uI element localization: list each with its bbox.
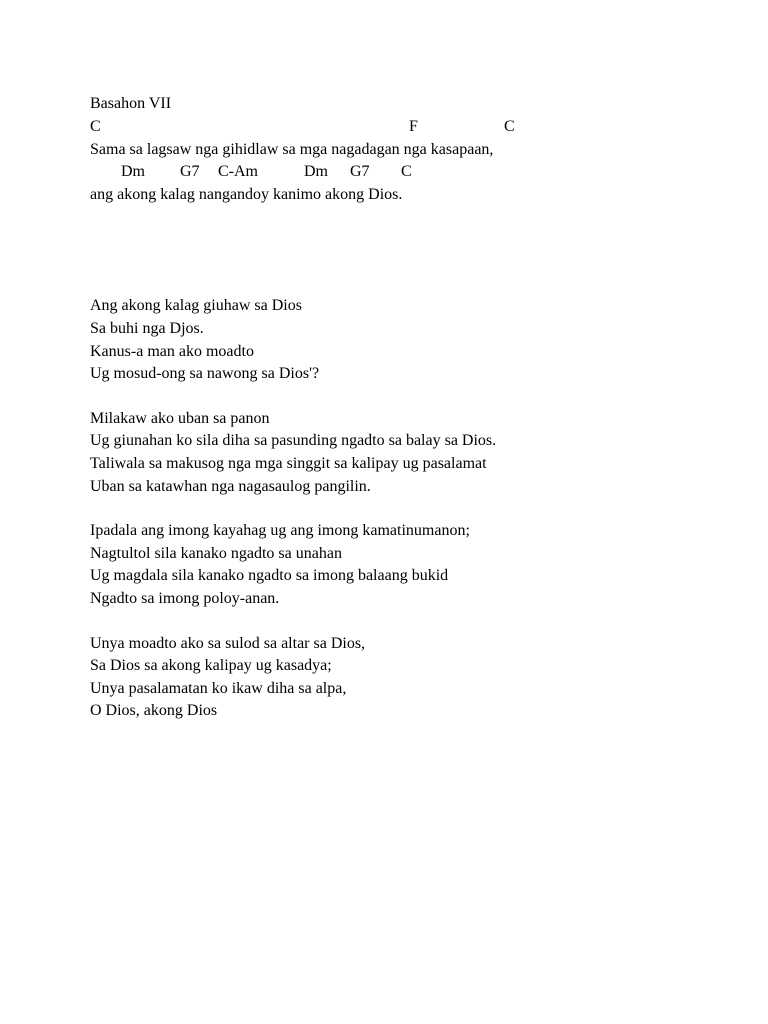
stanza-line: Uban sa katawhan nga nagasaulog pangilin.	[90, 478, 371, 495]
chord: C	[401, 163, 412, 180]
stanza-line: Ngadto sa imong poloy-anan.	[90, 590, 280, 607]
chord: G7	[350, 163, 370, 180]
stanza-line: Ang akong kalag giuhaw sa Dios	[90, 297, 302, 314]
stanza-line: Ipadala ang imong kayahag ug ang imong kamatinumanon;	[90, 522, 470, 539]
lyric-line-2: ang akong kalag nangandoy kanimo akong Dios.	[90, 186, 403, 203]
stanza-line: Unya pasalamatan ko ikaw diha sa alpa,	[90, 680, 347, 697]
stanza-line: Taliwala sa makusog nga mga singgit sa kalipay ug pasalamat	[90, 455, 487, 472]
stanza-line: Ug mosud-ong sa nawong sa Dios'?	[90, 365, 320, 382]
stanza-line: Sa Dios sa akong kalipay ug kasadya;	[90, 657, 332, 674]
chord: C	[504, 118, 515, 135]
chord: F	[409, 118, 418, 135]
stanza-line: Ug giunahan ko sila diha sa pasunding ngadto sa balay sa Dios.	[90, 432, 497, 449]
stanza-line: Sa buhi nga Djos.	[90, 320, 204, 337]
stanza-line: Nagtultol sila kanako ngadto sa unahan	[90, 545, 342, 562]
chord: Dm	[121, 163, 145, 180]
chord: G7	[180, 163, 200, 180]
lyric-line-1: Sama sa lagsaw nga gihidlaw sa mga nagadagan nga kasapaan,	[90, 141, 494, 158]
chord: Dm	[304, 163, 328, 180]
stanza-line: O Dios, akong Dios	[90, 702, 218, 719]
stanza-line: Kanus-a man ako moadto	[90, 343, 254, 360]
stanza-line: Milakaw ako uban sa panon	[90, 410, 270, 427]
chord: C	[90, 118, 101, 135]
chord: C-Am	[218, 163, 258, 180]
stanza-line: Ug magdala sila kanako ngadto sa imong balaang bukid	[90, 567, 449, 584]
document-title: Basahon VII	[90, 95, 172, 112]
stanza-line: Unya moadto ako sa sulod sa altar sa Dios,	[90, 635, 366, 652]
